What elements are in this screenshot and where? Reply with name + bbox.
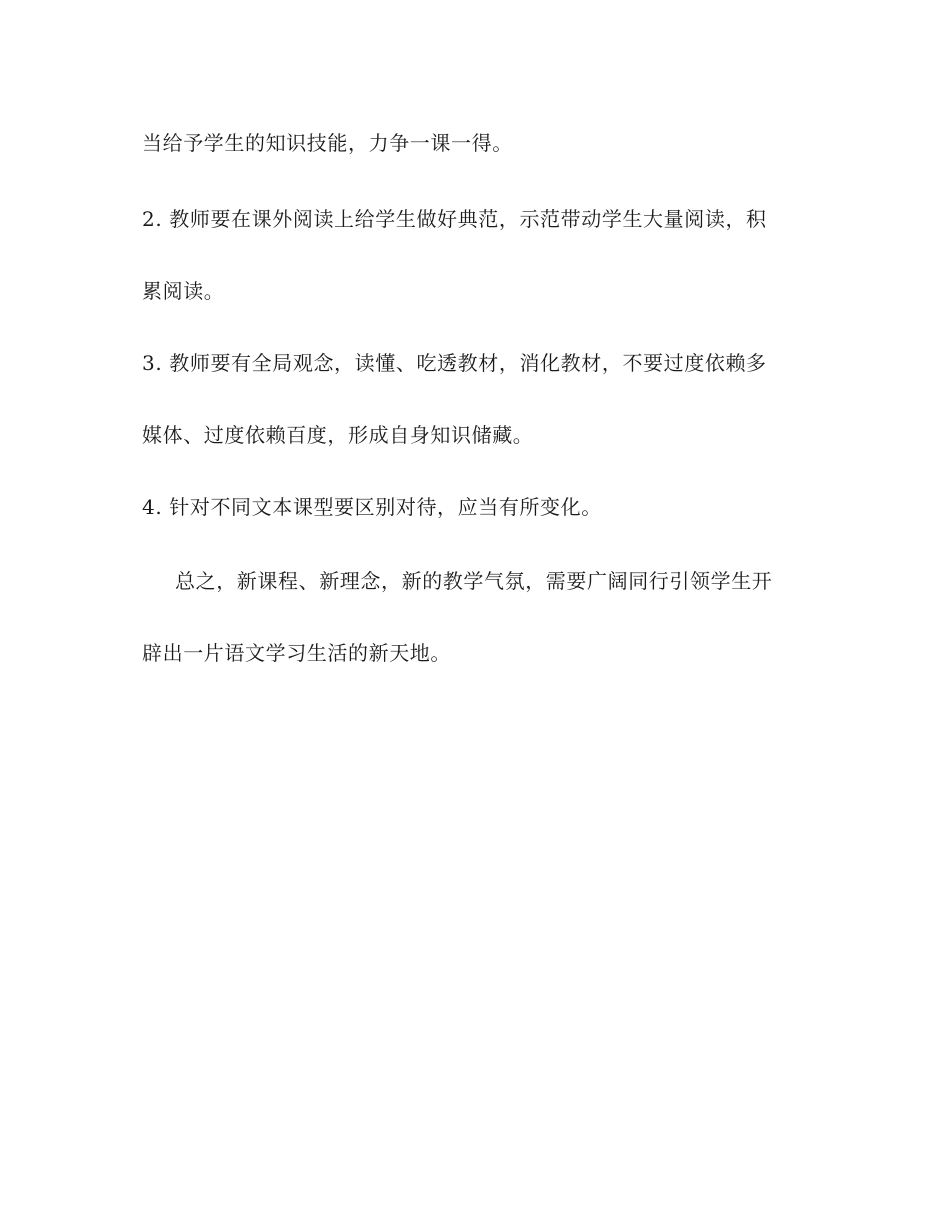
list-item-3-line-1: 3. 教师要有全局观念，读懂、吃透教材，消化教材，不要过度依赖多 xyxy=(142,351,767,375)
conclusion-line-2: 辟出一片语文学习生活的新天地。 xyxy=(142,641,451,665)
list-item-4-line-1: 4. 针对不同文本课型要区别对待，应当有所变化。 xyxy=(142,495,602,519)
list-item-3-line-2: 媒体、过度依赖百度，形成自身知识储藏。 xyxy=(142,423,534,447)
paragraph-1-line-1: 当给予学生的知识技能，力争一课一得。 xyxy=(142,131,513,155)
list-item-2-line-1: 2. 教师要在课外阅读上给学生做好典范，示范带动学生大量阅读，积 xyxy=(142,207,767,231)
list-item-2-line-2: 累阅读。 xyxy=(142,279,225,303)
conclusion-line-1: 总之，新课程、新理念，新的教学气氛，需要广阔同行引领学生开 xyxy=(175,569,773,593)
